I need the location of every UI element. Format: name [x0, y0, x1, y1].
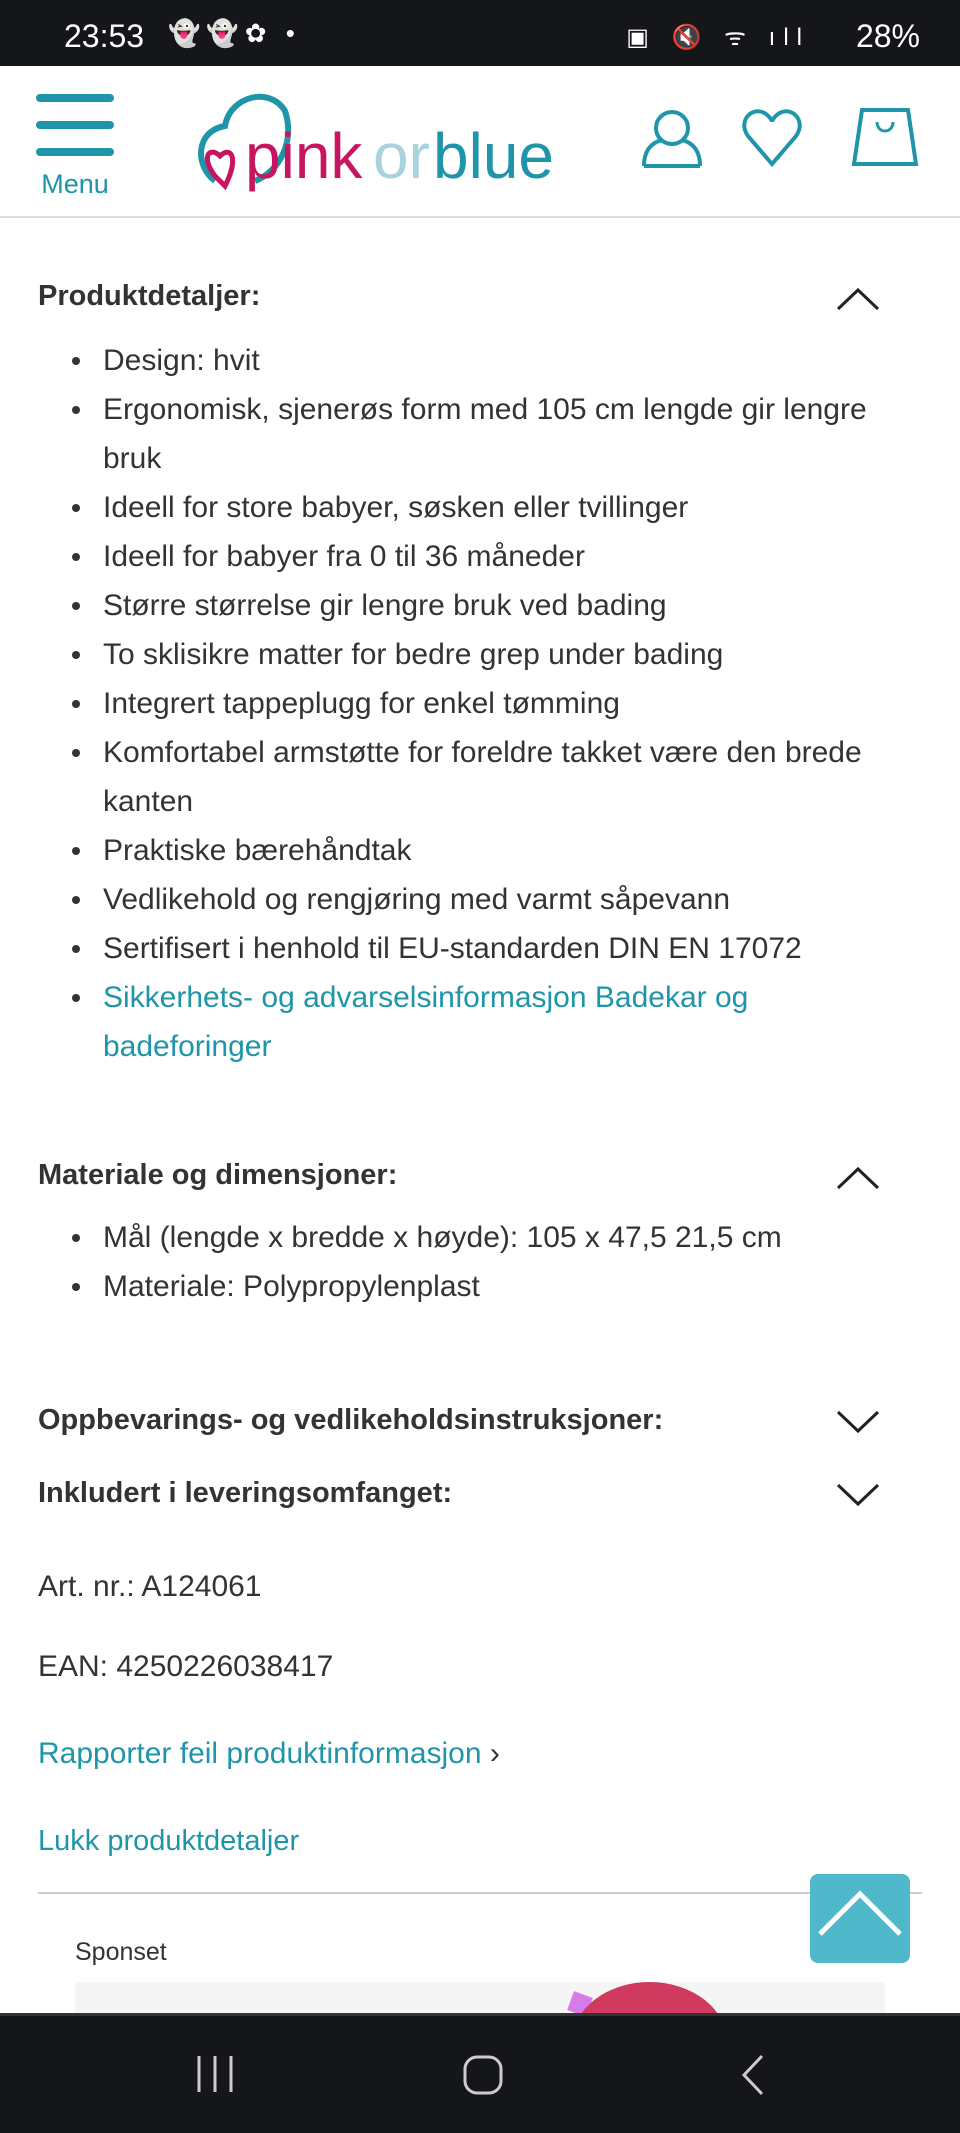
chevron-down-icon[interactable]: [836, 1410, 880, 1434]
hamburger-icon: [36, 94, 114, 102]
list-item: Større størrelse gir lengre bruk ved bading: [0, 581, 960, 630]
chevron-up-icon[interactable]: [836, 1166, 880, 1190]
list-item: Sertifisert i henhold til EU-standarden DIN EN 17072: [0, 924, 960, 973]
section-inkludert-header[interactable]: Inkludert i leveringsomfanget:: [38, 1477, 453, 1509]
divider: [38, 1892, 922, 1894]
list-item: Ergonomisk, sjenerøs form med 105 cm lengde gir lengre bruk: [0, 385, 960, 483]
hamburger-icon-bar: [36, 148, 114, 156]
svg-text:blue: blue: [433, 120, 554, 192]
report-error-label: Rapporter feil produktinformasjon: [38, 1737, 482, 1770]
list-item: Materiale: Polypropylenplast: [0, 1262, 960, 1311]
list-item: Integrert tappeplugg for enkel tømming: [0, 679, 960, 728]
safety-info-link[interactable]: Sikkerhets- og advarselsinformasjon Badekar og badeforinger: [0, 973, 960, 1071]
clock: 23:53: [64, 18, 145, 54]
section-oppbevaring-header[interactable]: Oppbevarings- og vedlikeholdsinstruksjoner:: [38, 1404, 664, 1436]
chevron-up-icon[interactable]: [836, 287, 880, 311]
list-item: To sklisikre matter for bedre grep under bading: [0, 630, 960, 679]
section-header[interactable]: Materiale og dimensjoner:: [38, 1159, 398, 1191]
site-header: [0, 66, 960, 218]
list-item: Ideell for store babyer, søsken eller tvillinger: [0, 483, 960, 532]
recent-apps-icon[interactable]: [195, 2054, 235, 2094]
sponsored-label: Sponset: [75, 1938, 167, 1966]
scroll-to-top-button[interactable]: [810, 1874, 910, 1963]
svg-text:pink: pink: [245, 120, 363, 192]
list-item: Praktiske bærehåndtak: [0, 826, 960, 875]
svg-text:or: or: [373, 120, 430, 192]
chevron-down-icon[interactable]: [836, 1483, 880, 1507]
report-error-link[interactable]: [38, 1737, 500, 1771]
home-icon[interactable]: [462, 2054, 504, 2096]
ean-number: EAN: 4250226038417: [38, 1650, 334, 1683]
menu-label: Menu: [41, 169, 109, 199]
section-header[interactable]: Produktdetaljer:: [38, 280, 261, 312]
system-icons: ▣ 🔇 ᯤ ıll: [626, 24, 810, 51]
back-icon[interactable]: [738, 2054, 768, 2096]
notification-icons: 👻👻✿ •: [168, 18, 301, 48]
status-bar: [0, 0, 960, 66]
heart-wishlist-icon[interactable]: [740, 108, 804, 168]
chevron-up-icon: [810, 1874, 910, 1963]
list-item: Ideell for babyer fra 0 til 36 måneder: [0, 532, 960, 581]
list-item: Design: hvit: [0, 336, 960, 385]
shopping-bag-icon[interactable]: [850, 108, 920, 168]
android-nav-bar: [0, 2013, 960, 2133]
chevron-right-icon: ›: [489, 1737, 500, 1770]
product-details-list: [0, 336, 960, 1071]
battery-level: 28%: [855, 18, 920, 54]
material-list: [0, 1213, 960, 1311]
article-number: Art. nr.: A124061: [38, 1570, 262, 1603]
menu-button[interactable]: [36, 94, 114, 200]
close-details-link[interactable]: Lukk produktdetaljer: [38, 1825, 300, 1857]
list-item: Komfortabel armstøtte for foreldre takket være den brede kanten: [0, 728, 960, 826]
account-icon[interactable]: [640, 108, 704, 168]
pinkorblue-logo[interactable]: [195, 86, 565, 201]
hamburger-icon-bar: [36, 121, 114, 129]
list-item: Mål (lengde x bredde x høyde): 105 x 47,5 21,5 cm: [0, 1213, 960, 1262]
list-item: Vedlikehold og rengjøring med varmt såpevann: [0, 875, 960, 924]
